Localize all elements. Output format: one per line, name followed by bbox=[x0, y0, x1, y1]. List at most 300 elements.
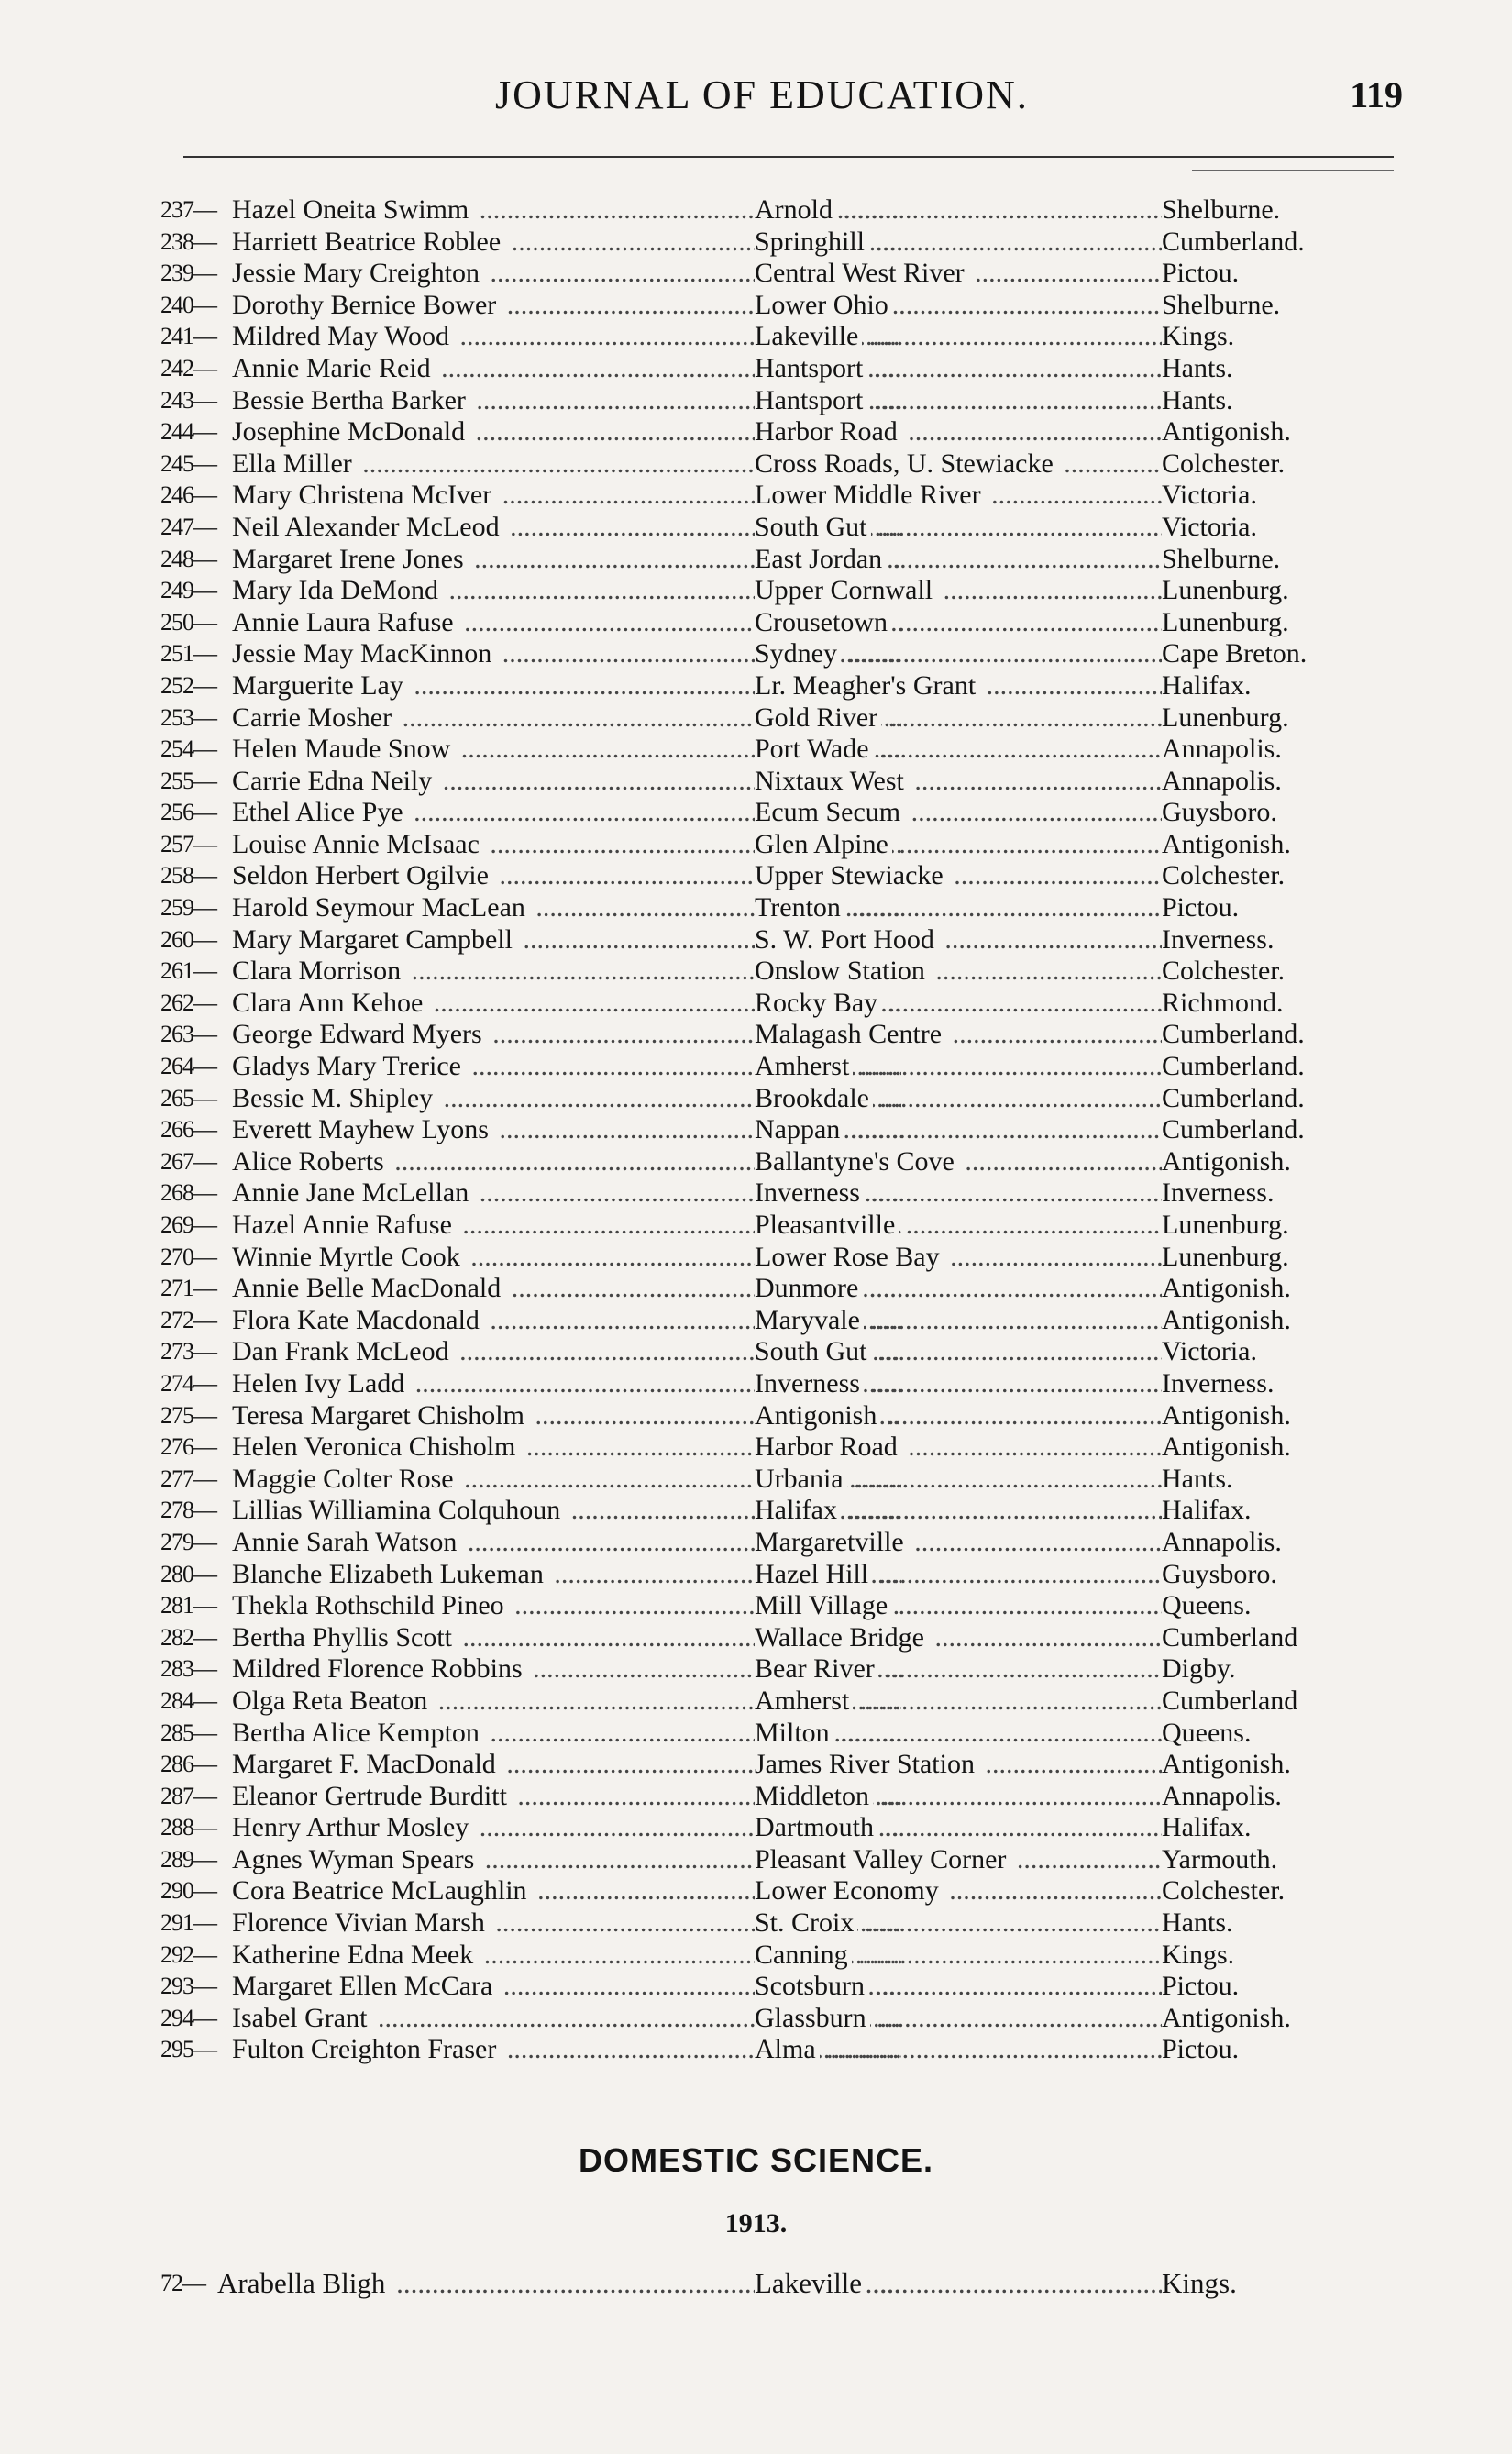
entry-number: 276— bbox=[160, 1433, 216, 1461]
entry-county: Pictou. bbox=[1162, 2034, 1391, 2066]
entry-county: Richmond. bbox=[1162, 988, 1391, 1020]
entry-number: 270— bbox=[160, 1243, 216, 1270]
entry-name: Blanche Elizabeth Lukeman bbox=[232, 1559, 547, 1589]
entry-place: Lower Middle River bbox=[755, 480, 985, 510]
entry-county: Antigonish. bbox=[1162, 1432, 1391, 1464]
entry-number: 243— bbox=[160, 386, 216, 414]
entry-number: 292— bbox=[160, 1940, 216, 1968]
entry-number: 247— bbox=[160, 513, 216, 540]
entry-name: Flora Kate Macdonald bbox=[232, 1305, 483, 1335]
list-item bbox=[160, 575, 1371, 607]
entry-name: Dorothy Bernice Bower bbox=[232, 290, 500, 320]
entry-place: Pleasantville bbox=[755, 1210, 899, 1240]
list-item bbox=[160, 734, 1371, 766]
entry-county: Pictou. bbox=[1162, 1971, 1391, 2003]
list-item bbox=[160, 290, 1371, 322]
list-item bbox=[160, 1146, 1371, 1178]
list-item bbox=[160, 416, 1371, 448]
entry-name: Harriett Beatrice Roblee bbox=[232, 227, 504, 257]
entry-name: Lillias Williamina Colquhoun bbox=[232, 1495, 564, 1525]
entry-place: Middleton bbox=[755, 1781, 873, 1811]
header-rule bbox=[183, 156, 1394, 158]
entry-name: Annie Belle MacDonald bbox=[232, 1273, 504, 1303]
entry-place: Malagash Centre bbox=[755, 1019, 945, 1049]
entry-number: 241— bbox=[160, 323, 216, 350]
entry-county: Colchester. bbox=[1162, 956, 1391, 988]
list-item bbox=[160, 829, 1371, 861]
entry-name: Annie Jane McLellan bbox=[232, 1177, 472, 1208]
entry-name: Thekla Rothschild Pineo bbox=[232, 1590, 508, 1620]
entry-county: Annapolis. bbox=[1162, 1781, 1391, 1813]
page-number: 119 bbox=[1350, 74, 1403, 116]
entry-county: Hants. bbox=[1162, 385, 1391, 417]
entry-name: Annie Laura Rafuse bbox=[232, 607, 458, 637]
list-item bbox=[160, 1812, 1371, 1844]
entry-county: Shelburne. bbox=[1162, 194, 1391, 227]
entry-place: Dunmore bbox=[755, 1273, 862, 1303]
list-item bbox=[160, 544, 1371, 576]
graduate-list bbox=[160, 194, 1371, 2066]
entry-number: 282— bbox=[160, 1623, 216, 1651]
entry-number: 271— bbox=[160, 1275, 216, 1302]
entry-number: 294— bbox=[160, 2004, 216, 2031]
list-item bbox=[160, 1971, 1371, 2003]
entry-county: Antigonish. bbox=[1162, 1146, 1391, 1178]
section-year: 1913. bbox=[724, 2208, 788, 2238]
entry-name: Florence Vivian Marsh bbox=[232, 1907, 489, 1938]
entry-place: Inverness bbox=[755, 1177, 864, 1208]
entry-place: Margaretville bbox=[755, 1527, 908, 1557]
entry-number: 264— bbox=[160, 1053, 216, 1080]
list-item bbox=[160, 385, 1371, 417]
entry-name: Neil Alexander McLeod bbox=[232, 512, 503, 542]
entry-name: Gladys Mary Trerice bbox=[232, 1051, 465, 1081]
list-item bbox=[160, 2003, 1371, 2035]
entry-name: Ethel Alice Pye bbox=[232, 797, 407, 827]
entry-place: Nappan bbox=[755, 1114, 844, 1144]
entry-number: 259— bbox=[160, 894, 216, 922]
entry-place: Crousetown bbox=[755, 607, 891, 637]
entry-place: South Gut bbox=[755, 1336, 871, 1366]
entry-number: 267— bbox=[160, 1147, 216, 1175]
entry-county: Annapolis. bbox=[1162, 766, 1391, 798]
entry-place: Urbania bbox=[755, 1464, 847, 1494]
entry-place: Lower Rose Bay bbox=[755, 1242, 944, 1272]
entry-number: 248— bbox=[160, 545, 216, 572]
list-item bbox=[160, 1305, 1371, 1337]
entry-place: Amherst bbox=[755, 1686, 853, 1716]
entry-name: Hazel Annie Rafuse bbox=[232, 1210, 456, 1240]
entry-name: Isabel Grant bbox=[232, 2003, 370, 2033]
list-item bbox=[160, 1622, 1371, 1654]
entry-number: 272— bbox=[160, 1306, 216, 1333]
entry-place: James River Station bbox=[755, 1749, 978, 1779]
entry-place: Ecum Secum bbox=[755, 797, 904, 827]
entry-place: Port Wade bbox=[755, 734, 873, 764]
entry-name: Arabella Bligh bbox=[217, 2267, 389, 2299]
entry-number: 289— bbox=[160, 1845, 216, 1873]
entry-county: Cumberland bbox=[1162, 1622, 1391, 1654]
entry-name: Ella Miller bbox=[232, 448, 356, 479]
entry-place: Pleasant Valley Corner bbox=[755, 1844, 1010, 1874]
entry-county: Shelburne. bbox=[1162, 290, 1391, 322]
list-item bbox=[160, 797, 1371, 829]
entry-number: 281— bbox=[160, 1592, 216, 1619]
entry-county: Annapolis. bbox=[1162, 1527, 1391, 1559]
list-item bbox=[160, 1875, 1371, 1907]
entry-county: Hants. bbox=[1162, 1907, 1391, 1940]
entry-number: 285— bbox=[160, 1719, 216, 1746]
entry-county: Victoria. bbox=[1162, 1336, 1391, 1368]
entry-number: 268— bbox=[160, 1179, 216, 1207]
entry-county: Cape Breton. bbox=[1162, 638, 1391, 670]
list-item bbox=[160, 1495, 1371, 1527]
entry-county: Lunenburg. bbox=[1162, 702, 1391, 735]
list-item bbox=[160, 1527, 1371, 1559]
entry-number: 257— bbox=[160, 830, 216, 857]
entry-place: Alma bbox=[755, 2034, 820, 2064]
entry-place: Central West River bbox=[755, 258, 968, 288]
entry-place: Hantsport bbox=[755, 353, 866, 383]
list-item bbox=[160, 1051, 1371, 1083]
entry-name: Mary Margaret Campbell bbox=[232, 924, 516, 955]
list-item bbox=[160, 353, 1371, 385]
entry-place: Lakeville bbox=[755, 2267, 866, 2299]
entry-place: Hazel Hill bbox=[755, 1559, 872, 1589]
entry-number: 277— bbox=[160, 1465, 216, 1492]
list-item bbox=[160, 860, 1371, 892]
entry-county: Antigonish. bbox=[1162, 829, 1391, 861]
section-title-domestic-science: DOMESTIC SCIENCE. bbox=[578, 2141, 934, 2179]
entry-number: 283— bbox=[160, 1655, 216, 1683]
entry-county: Colchester. bbox=[1162, 1875, 1391, 1907]
list-item bbox=[160, 512, 1371, 544]
entry-name: Seldon Herbert Ogilvie bbox=[232, 860, 492, 890]
entry-name: Teresa Margaret Chisholm bbox=[232, 1400, 528, 1431]
entry-place: Lower Economy bbox=[755, 1875, 943, 1906]
entry-place: Hantsport bbox=[755, 385, 866, 415]
entry-name: Helen Maude Snow bbox=[232, 734, 454, 764]
entry-name: Fulton Creighton Fraser bbox=[232, 2034, 500, 2064]
entry-place: Mill Village bbox=[755, 1590, 891, 1620]
entry-county: Guysboro. bbox=[1162, 1559, 1391, 1591]
entry-county: Queens. bbox=[1162, 1718, 1391, 1750]
entry-number: 290— bbox=[160, 1877, 216, 1905]
entry-number: 275— bbox=[160, 1401, 216, 1429]
list-item bbox=[160, 1653, 1371, 1686]
entry-number: 262— bbox=[160, 989, 216, 1016]
list-item bbox=[160, 1844, 1371, 1876]
entry-name: Carrie Mosher bbox=[232, 702, 395, 733]
entry-county: Antigonish. bbox=[1162, 1273, 1391, 1305]
entry-number: 286— bbox=[160, 1751, 216, 1778]
entry-county: Victoria. bbox=[1162, 480, 1391, 512]
entry-county: Antigonish. bbox=[1162, 416, 1391, 448]
list-item bbox=[160, 321, 1371, 353]
entry-place: Brookdale bbox=[755, 1083, 873, 1113]
entry-name: Marguerite Lay bbox=[232, 670, 407, 701]
entry-name: Bertha Alice Kempton bbox=[232, 1718, 483, 1748]
entry-name: Annie Marie Reid bbox=[232, 353, 435, 383]
entry-county: Halifax. bbox=[1162, 1495, 1391, 1527]
entry-name: Winnie Myrtle Cook bbox=[232, 1242, 464, 1272]
entry-name: George Edward Myers bbox=[232, 1019, 486, 1049]
entry-number: 238— bbox=[160, 227, 216, 255]
entry-name: Mary Christena McIver bbox=[232, 480, 495, 510]
entry-name: Eleanor Gertrude Burditt bbox=[232, 1781, 511, 1811]
header-rule-short bbox=[1192, 170, 1394, 171]
entry-name: Jessie May MacKinnon bbox=[232, 638, 495, 669]
entry-name: Dan Frank McLeod bbox=[232, 1336, 453, 1366]
entry-name: Bessie Bertha Barker bbox=[232, 385, 469, 415]
entry-name: Everett Mayhew Lyons bbox=[232, 1114, 492, 1144]
entry-number: 263— bbox=[160, 1021, 216, 1048]
entry-number: 279— bbox=[160, 1528, 216, 1555]
entry-name: Margaret Ellen McCara bbox=[232, 1971, 496, 2001]
entry-place: Harbor Road bbox=[755, 416, 901, 447]
entry-place: Canning bbox=[755, 1940, 852, 1970]
list-item bbox=[160, 1210, 1371, 1242]
entry-name: Louise Annie McIsaac bbox=[232, 829, 483, 859]
list-item bbox=[160, 1273, 1371, 1305]
entry-county: Halifax. bbox=[1162, 670, 1391, 702]
entry-number: 293— bbox=[160, 1973, 216, 2000]
list-item bbox=[160, 1114, 1371, 1146]
list-item bbox=[160, 1718, 1371, 1750]
entry-county: Halifax. bbox=[1162, 1812, 1391, 1844]
list-item bbox=[160, 956, 1371, 988]
entry-name: Jessie Mary Creighton bbox=[232, 258, 483, 288]
entry-county: Queens. bbox=[1162, 1590, 1391, 1622]
entry-county: Kings. bbox=[1162, 321, 1391, 353]
list-item bbox=[160, 988, 1371, 1020]
entry-name: Maggie Colter Rose bbox=[232, 1464, 458, 1494]
entry-number: 269— bbox=[160, 1211, 216, 1238]
list-item bbox=[160, 448, 1371, 481]
entry-county: Hants. bbox=[1162, 1464, 1391, 1496]
list-item bbox=[160, 1336, 1371, 1368]
entry-county: Cumberland. bbox=[1162, 1051, 1391, 1083]
entry-number: 291— bbox=[160, 1909, 216, 1937]
entry-place: Wallace Bridge bbox=[755, 1622, 928, 1653]
entry-county: Cumberland. bbox=[1162, 1083, 1391, 1115]
entry-county: Inverness. bbox=[1162, 924, 1391, 956]
entry-number: 249— bbox=[160, 577, 216, 604]
entry-place: Lr. Meagher's Grant bbox=[755, 670, 979, 701]
entry-place: Bear River bbox=[755, 1653, 878, 1684]
entry-county: Kings. bbox=[1162, 1940, 1391, 1972]
entry-place: Harbor Road bbox=[755, 1432, 901, 1462]
entry-number: 258— bbox=[160, 862, 216, 890]
list-item bbox=[160, 1242, 1371, 1274]
list-item bbox=[160, 892, 1371, 924]
list-item bbox=[160, 1940, 1371, 1972]
list-item bbox=[160, 1019, 1371, 1051]
entry-place: Arnold bbox=[755, 194, 836, 225]
entry-number: 287— bbox=[160, 1782, 216, 1809]
list-item bbox=[160, 1907, 1371, 1940]
entry-place: South Gut bbox=[755, 512, 871, 542]
entry-place: Dartmouth bbox=[755, 1812, 877, 1842]
entry-county: Cumberland. bbox=[1162, 1114, 1391, 1146]
entry-number: 72— bbox=[160, 2270, 205, 2296]
entry-place: Maryvale bbox=[755, 1305, 864, 1335]
list-item bbox=[160, 1749, 1371, 1781]
entry-name: Clara Ann Kehoe bbox=[232, 988, 426, 1018]
entry-county: Victoria. bbox=[1162, 512, 1391, 544]
entry-county: Pictou. bbox=[1162, 258, 1391, 290]
entry-place: Halifax bbox=[755, 1495, 841, 1525]
list-item bbox=[160, 702, 1371, 735]
entry-name: Mildred May Wood bbox=[232, 321, 453, 351]
entry-place: Upper Cornwall bbox=[755, 575, 936, 605]
entry-place: Trenton bbox=[755, 892, 844, 923]
entry-name: Henry Arthur Mosley bbox=[232, 1812, 472, 1842]
entry-number: 245— bbox=[160, 449, 216, 477]
entry-number: 255— bbox=[160, 767, 216, 794]
entry-name: Hazel Oneita Swimm bbox=[232, 194, 472, 225]
entry-number: 278— bbox=[160, 1497, 216, 1524]
entry-county: Cumberland bbox=[1162, 1686, 1391, 1718]
entry-place: Milton bbox=[755, 1718, 833, 1748]
entry-number: 246— bbox=[160, 481, 216, 509]
entry-county: Lunenburg. bbox=[1162, 607, 1391, 639]
entry-place: Gold River bbox=[755, 702, 881, 733]
list-item bbox=[160, 607, 1371, 639]
entry-place: Rocky Bay bbox=[755, 988, 881, 1018]
entry-place: Upper Stewiacke bbox=[755, 860, 947, 890]
entry-number: 252— bbox=[160, 671, 216, 699]
entry-number: 251— bbox=[160, 640, 216, 668]
list-item bbox=[160, 924, 1371, 956]
entry-number: 295— bbox=[160, 2036, 216, 2063]
entry-county: Antigonish. bbox=[1162, 1400, 1391, 1432]
entry-number: 250— bbox=[160, 608, 216, 636]
entry-place: Antigonish bbox=[755, 1400, 880, 1431]
entry-number: 280— bbox=[160, 1560, 216, 1587]
entry-name: Josephine McDonald bbox=[232, 416, 469, 447]
entry-place: St. Croix bbox=[755, 1907, 857, 1938]
entry-place: Ballantyne's Cove bbox=[755, 1146, 958, 1177]
entry-number: 242— bbox=[160, 354, 216, 381]
list-item bbox=[160, 1368, 1371, 1400]
list-item bbox=[160, 194, 1371, 227]
entry-name: Katherine Edna Meek bbox=[232, 1940, 477, 1970]
list-item bbox=[160, 1686, 1371, 1718]
entry-county: Inverness. bbox=[1162, 1368, 1391, 1400]
entry-place: Springhill bbox=[755, 227, 868, 257]
entry-number: 265— bbox=[160, 1084, 216, 1111]
entry-place: Amherst bbox=[755, 1051, 853, 1081]
entry-number: 266— bbox=[160, 1116, 216, 1144]
entry-name: Carrie Edna Neily bbox=[232, 766, 436, 796]
entry-county: Digby. bbox=[1162, 1653, 1391, 1686]
entry-number: 256— bbox=[160, 799, 216, 826]
entry-county: Cumberland. bbox=[1162, 227, 1391, 259]
entry-name: Annie Sarah Watson bbox=[232, 1527, 460, 1557]
entry-number: 288— bbox=[160, 1814, 216, 1841]
entry-county: Antigonish. bbox=[1162, 1749, 1391, 1781]
entry-county: Hants. bbox=[1162, 353, 1391, 385]
entry-name: Agnes Wyman Spears bbox=[232, 1844, 478, 1874]
entry-place: Inverness bbox=[755, 1368, 864, 1398]
entry-place: Lakeville bbox=[755, 321, 862, 351]
entry-place: Nixtaux West bbox=[755, 766, 908, 796]
entry-number: 239— bbox=[160, 260, 216, 287]
list-item bbox=[160, 1432, 1371, 1464]
list-item bbox=[160, 670, 1371, 702]
entry-name: Alice Roberts bbox=[232, 1146, 388, 1177]
entry-name: Helen Veronica Chisholm bbox=[232, 1432, 519, 1462]
entry-number: 261— bbox=[160, 957, 216, 985]
entry-county: Antigonish. bbox=[1162, 2003, 1391, 2035]
entry-number: 254— bbox=[160, 735, 216, 763]
entry-name: Margaret F. MacDonald bbox=[232, 1749, 500, 1779]
entry-name: Bertha Phyllis Scott bbox=[232, 1622, 456, 1653]
list-item bbox=[160, 1083, 1371, 1115]
entry-county: Kings. bbox=[1162, 2265, 1391, 2302]
entry-number: 237— bbox=[160, 196, 216, 223]
entry-name: Olga Reta Beaton bbox=[232, 1686, 431, 1716]
entry-county: Colchester. bbox=[1162, 860, 1391, 892]
entry-place: Lower Ohio bbox=[755, 290, 892, 320]
entry-county: Colchester. bbox=[1162, 448, 1391, 481]
entry-place: Sydney bbox=[755, 638, 841, 669]
entry-name: Harold Seymour MacLean bbox=[232, 892, 529, 923]
entry-county: Antigonish. bbox=[1162, 1305, 1391, 1337]
list-item bbox=[160, 1559, 1371, 1591]
list-item bbox=[160, 1590, 1371, 1622]
list-item bbox=[160, 227, 1371, 259]
entry-place: Onslow Station bbox=[755, 956, 929, 986]
list-item bbox=[160, 1177, 1371, 1210]
entry-number: 274— bbox=[160, 1369, 216, 1397]
entry-name: Mildred Florence Robbins bbox=[232, 1653, 526, 1684]
entry-county: Yarmouth. bbox=[1162, 1844, 1391, 1876]
entry-place: Glassburn bbox=[755, 2003, 870, 2033]
entry-county: Pictou. bbox=[1162, 892, 1391, 924]
entry-place: Cross Roads, U. Stewiacke bbox=[755, 448, 1057, 479]
entry-name: Bessie M. Shipley bbox=[232, 1083, 436, 1113]
list-item bbox=[160, 2265, 1371, 2302]
entry-number: 240— bbox=[160, 291, 216, 318]
entry-name: Cora Beatrice McLaughlin bbox=[232, 1875, 531, 1906]
entry-number: 260— bbox=[160, 925, 216, 953]
entry-name: Helen Ivy Ladd bbox=[232, 1368, 408, 1398]
entry-county: Shelburne. bbox=[1162, 544, 1391, 576]
list-item bbox=[160, 2034, 1371, 2066]
entry-county: Lunenburg. bbox=[1162, 1210, 1391, 1242]
entry-number: 253— bbox=[160, 703, 216, 731]
entry-place: S. W. Port Hood bbox=[755, 924, 938, 955]
entry-place: Scotsburn bbox=[755, 1971, 868, 2001]
page-header bbox=[156, 72, 1403, 127]
list-item bbox=[160, 1400, 1371, 1432]
entry-county: Inverness. bbox=[1162, 1177, 1391, 1210]
entry-number: 273— bbox=[160, 1338, 216, 1365]
entry-county: Lunenburg. bbox=[1162, 1242, 1391, 1274]
entry-number: 244— bbox=[160, 418, 216, 446]
list-item bbox=[160, 258, 1371, 290]
list-item bbox=[160, 638, 1371, 670]
list-item bbox=[160, 766, 1371, 798]
list-item bbox=[160, 1781, 1371, 1813]
entry-place: East Jordan bbox=[755, 544, 886, 574]
entry-number: 284— bbox=[160, 1686, 216, 1714]
list-item bbox=[160, 1464, 1371, 1496]
entry-county: Cumberland. bbox=[1162, 1019, 1391, 1051]
entry-place: Glen Alpine bbox=[755, 829, 892, 859]
